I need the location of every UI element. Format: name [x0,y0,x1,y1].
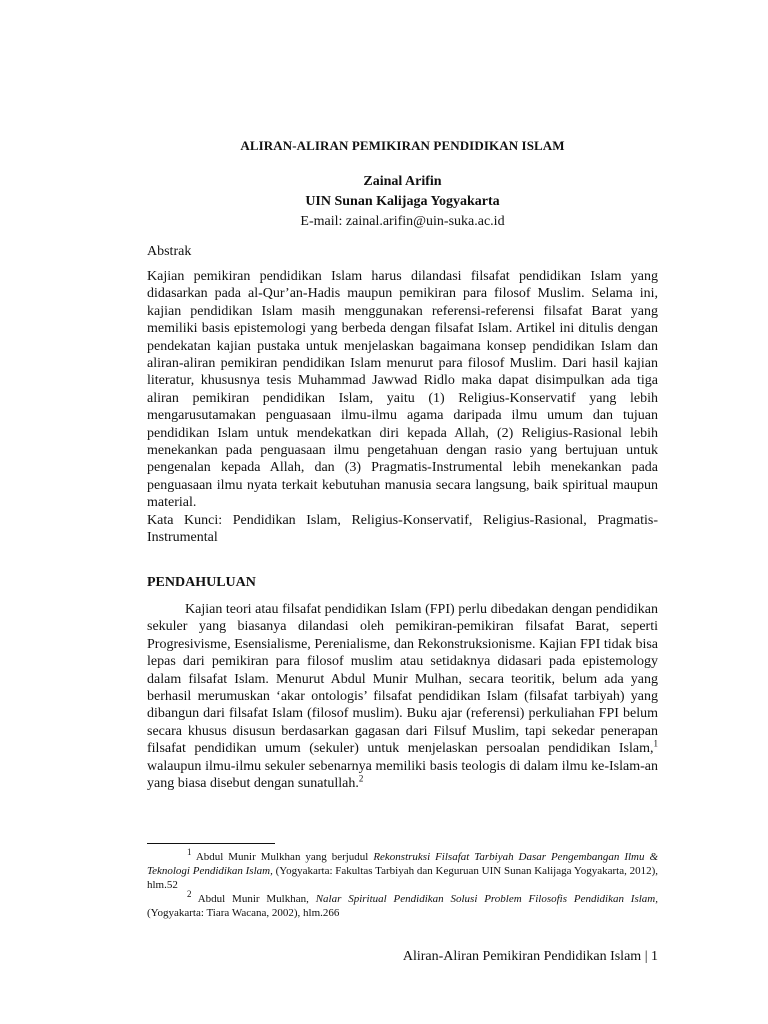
intro-paragraph [147,601,658,792]
keywords [147,512,658,547]
footnote-text: Abdul Munir Mulkhan yang berjudul [191,851,374,863]
author-block [147,172,658,232]
intro-text-part2: walaupun ilmu-ilmu sekuler sebenarnya memiliki basis teologis di dalam ilmu ke-Islam-an yang biasa disebut dengan sunatullah. [147,758,658,792]
abstract-text: Kajian pemikiran pendidikan Islam harus dilandasi filsafat pendidikan Islam yang didasarkan pada al-Qur’an-Hadis maupun pemikiran para filosof Muslim. Selama ini, kajian pendidikan Islam masih menggunakan referensi-referensi filsafat Barat yang memiliki basis epistemologi yang berbeda dengan filsafat Islam. Artikel ini ditulis dengan pendekatan kajian pustaka untuk menjelaskan bagaimana konsep pendidikan Islam dan aliran-aliran pemikiran pendidikan Islam menurut para filosof Muslim. Dari hasil kajian literatur, khususnya tesis Muhammad Jawwad Ridlo maka dapat disimpulkan ada tiga aliran pemikiran pendidikan Islam, yaitu (1) Religius-Konservatif yang lebih mengarusutamakan penguasaan ilmu-ilmu agama daripada ilmu umum dan tujuan pendidikan Islam untuk mendekatkan diri kepada Allah, (2) Religius-Rasional lebih menekankan pada penguasaan ilmu pengetahuan dengan rasio yang bertujuan untuk pengenalan kepada Allah, dan (3) Pragmatis-Instrumental lebih menekankan pada penguasaan ilmu nyata terkait kebutuhan manusia secara langsung, baik spiritual maupun material. [147,269,658,511]
footnote-text: (Yogyakarta: Fakultas Tarbiyah dan Keguruan UIN Sunan Kalijaga Yogyakarta, 2012), hlm.52 [147,865,659,891]
document-title: ALIRAN-ALIRAN PEMIKIRAN PENDIDIKAN ISLAM [240,138,565,153]
section-heading: PENDAHULUAN [147,575,256,590]
footnote-text: Abdul Munir Mulkhan, [191,893,316,905]
footnote-number: 2 [187,889,192,900]
page-footer [403,949,658,965]
author-name: Zainal Arifin [363,174,442,189]
author-affiliation: UIN Sunan Kalijaga Yogyakarta [305,194,500,209]
footnote-number: 1 [187,847,192,858]
footer-separator: | [644,949,648,964]
footnote-title: Rekonstruksi Filsafat Tarbiyah Dasar Pengembangan Ilmu & Teknologi Pendidikan Islam, [147,851,658,877]
intro-section [147,601,658,792]
abstract-heading: Abstrak [147,244,192,259]
footnote-ref-1: 1 [653,738,658,749]
footnote-text: (Yogyakarta: Tiara Wacana, 2002), hlm.266 [147,907,340,919]
footnote-1 [147,847,659,892]
running-title: Aliran-Aliran Pemikiran Pendidikan Islam [402,949,642,964]
author-email: E-mail: zainal.arifin@uin-suka.ac.id [300,214,505,229]
footnote-separator [147,843,275,844]
intro-text-part1: Kajian teori atau filsafat pendidikan Islam (FPI) perlu dibedakan dengan pendidikan sekuler yang biasanya dilandasi oleh pemikiran-pemikiran filsafat Barat, seperti Progresivisme, Esensialisme, Perenialisme, dan Rekonstruksionisme. Kajian FPI tidak bisa lepas dari pemikiran para filosof muslim atau setidaknya didasari pada epistemology dalam filsafat Islam. Menurut Abdul Munir Mulhan, secara teoritik, belum ada yang berhasil merumuskan ‘akar ontologis’ filsafat pendidikan Islam (filsafat tarbiyah) yang dibangun dari filsafat Islam (filosof muslim). Buku ajar (referensi) perkuliahan FPI belum secara khusus disusun berdasarkan gagasan dari Filsuf Muslim, tapi sekedar penerapan filsafat pendidikan umum (sekuler) untuk menjelaskan persoalan pendidikan Islam, [147,602,658,757]
footnotes [147,847,659,920]
keywords-text: Kata Kunci: Pendidikan Islam, Religius-Konservatif, Religius-Rasional, Pragmatis-Instrumental [147,513,658,546]
page-number: 1 [651,949,658,964]
footnote-title: Nalar Spiritual Pendidikan Solusi Problem Filosofis Pendidikan Islam, [315,893,658,905]
abstract-body [147,268,658,512]
footnote-2 [147,889,658,920]
footnote-ref-2: 2 [358,773,364,784]
